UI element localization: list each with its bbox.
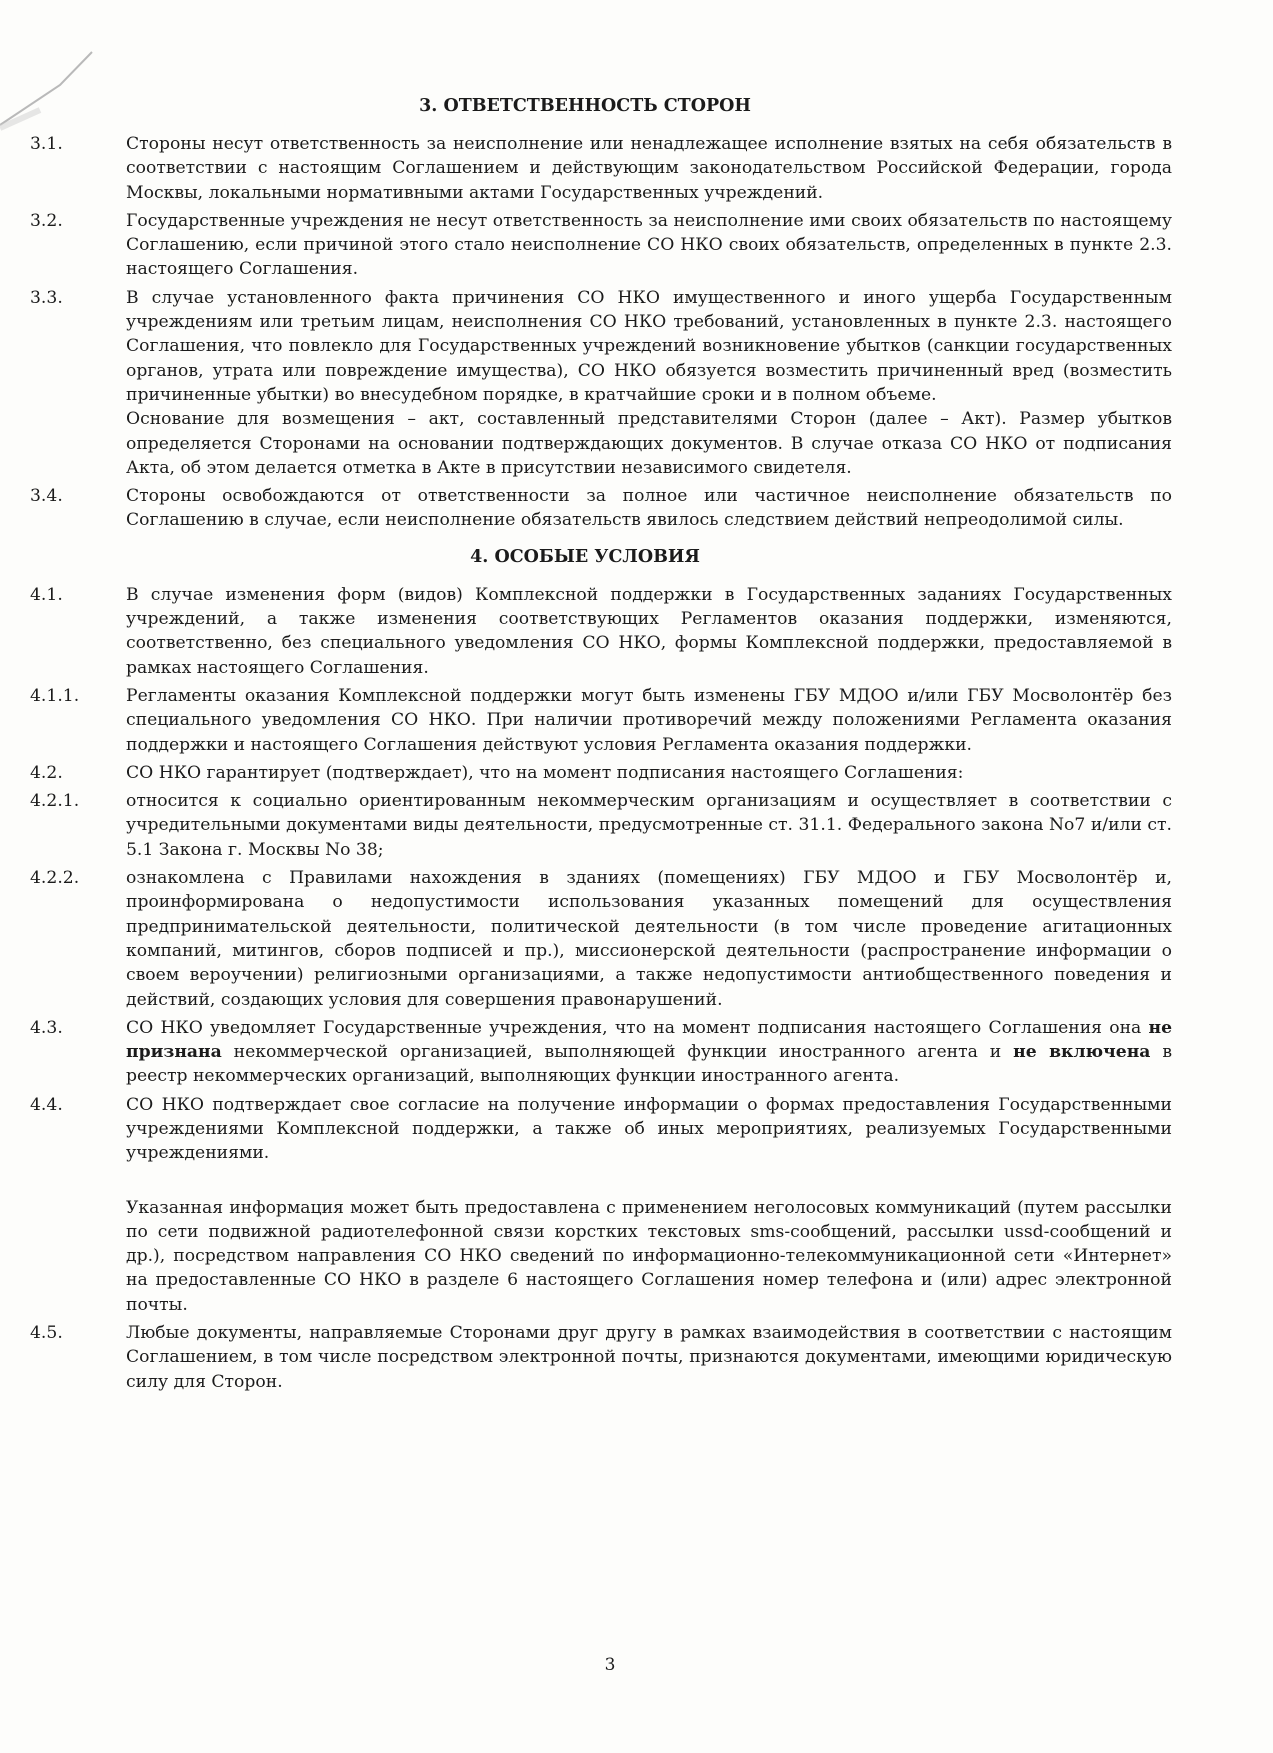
clause-4-3 bbox=[0, 1016, 1273, 1089]
clause-3-1 bbox=[0, 132, 1273, 205]
clause-4-2-1 bbox=[0, 789, 1273, 862]
clause-text-part: в реестр некоммерческих организаций, выполняющих функции иностранного агента. bbox=[126, 1042, 1173, 1087]
clause-4-1-1 bbox=[0, 684, 1273, 757]
clause-number: 4.5. bbox=[30, 1323, 63, 1344]
page-number: 3 bbox=[604, 1655, 616, 1675]
clause-number: 4.2. bbox=[30, 762, 63, 783]
clause-text: В случае изменения форм (видов) Комплексной поддержки в Государственных заданиях Государственных учреждений, а также изменения соответствующих Регламентов оказания поддержки, изменяются, соответственно, без специального уведомления СО НКО, формы Комплексной поддержки, предоставляемой в рамках настоящего Соглашения. bbox=[126, 584, 1172, 678]
clause-number: 4.2.2. bbox=[30, 868, 80, 889]
clause-4-5 bbox=[0, 1321, 1273, 1394]
clause-4-2-2 bbox=[0, 866, 1273, 1012]
clause-number: 4.4. bbox=[30, 1094, 63, 1115]
clause-text: относится к социально ориентированным некоммерческим организациям и осуществляет в соответствии с учредительными документами виды деятельности, предусмотренные ст. 31.1. Федерального закона No7 и/или ст. 5.1 Закона г. Москвы No 38; bbox=[126, 791, 1172, 860]
clause-number: 3.1. bbox=[30, 134, 63, 154]
clause-text-continued: Указанная информация может быть предоставлена с применением неголосовых коммуникаций (путем рассылки по сети подвижной радиотелефонной связи корстких текстовых sms-сообщений, рассылки ussd-сообщений и др.), посредством направления СО НКО сведений по информационно-телекоммуникационной сети «Интернет» на предоставленные СО НКО в разделе 6 настоящего Соглашения номер телефона и (или) адрес электронной почты. bbox=[126, 1197, 1172, 1315]
clause-number: 3.4. bbox=[30, 486, 63, 507]
clause-text: ознакомлена с Правилами нахождения в зданиях (помещениях) ГБУ МДОО и ГБУ Мосволонтёр и, проинформирована о недопустимости использования указанных помещений для осуществления предпринимательской деятельности, политической деятельности (в том числе проведение агитационных компаний, митингов, сборов подписей и пр.), миссионерской деятельности (распространение информации о своем вероучении) религиозными организациями, а также недопустимости антиобщественного поведения и действий, создающих условия для совершения правонарушений. bbox=[126, 868, 1172, 1010]
clause-text: СО НКО гарантирует (подтверждает), что на момент подписания настоящего Соглашения: bbox=[126, 762, 964, 783]
clause-3-3 bbox=[0, 286, 1273, 480]
clause-number: 4.1. bbox=[30, 584, 63, 605]
clause-3-4 bbox=[0, 484, 1273, 533]
document-page bbox=[0, 94, 1273, 1398]
clause-number: 3.2. bbox=[30, 210, 63, 231]
emphasis-not-recognized: не признана bbox=[126, 1017, 1172, 1063]
clause-text: СО НКО подтверждает свое согласие на получение информации о формах предоставления Государственными учреждениями Комплексной поддержки, а также об иных мероприятиях, реализуемых Государственными учреждениями. bbox=[126, 1094, 1172, 1164]
clause-number: 3.3. bbox=[30, 287, 63, 308]
clause-4-2 bbox=[0, 761, 1273, 785]
clause-number: 4.2.1. bbox=[30, 791, 80, 812]
clause-number: 4.1.1. bbox=[30, 685, 80, 706]
clause-text-continued: Основание для возмещения – акт, составленный представителями Сторон (далее – Акт). Размер убытков определяется Сторонами на основании подтверждающих документов. В случае отказа СО НКО от подписания Акта, об этом делается отметка в Акте в присутствии независимого свидетеля. bbox=[126, 409, 1172, 478]
clause-text: Государственные учреждения не несут ответственность за неисполнение ими своих обязательств по настоящему Соглашению, если причиной этого стало неисполнение СО НКО своих обязательств, определенных в пункте 2.3. настоящего Соглашения. bbox=[126, 210, 1172, 280]
clause-text: Регламенты оказания Комплексной поддержки могут быть изменены ГБУ МДОО и/или ГБУ Мосволонтёр без специального уведомления СО НКО. При наличии противоречий между положениями Регламента оказания поддержки и настоящего Соглашения действуют условия Регламента оказания поддержки. bbox=[126, 685, 1172, 755]
clause-text: Любые документы, направляемые Сторонами друг другу в рамках взаимодействия в соответствии с настоящим Соглашением, в том числе посредством электронной почты, признаются документами, имеющими юридическую силу для Сторон. bbox=[126, 1323, 1172, 1392]
clause-number: 4.3. bbox=[30, 1017, 63, 1038]
clause-text: Стороны освобождаются от ответственности за полное или частичное неисполнение обязательств по Соглашению в случае, если неисполнение обязательств явилось следствием действий непреодолимой силы. bbox=[126, 486, 1172, 531]
clause-4-1 bbox=[0, 583, 1273, 680]
section-4-title: 4. ОСОБЫЕ УСЛОВИЯ bbox=[470, 546, 700, 567]
clause-text-part: СО НКО уведомляет Государственные учреждения, что на момент подписания настоящего Соглашения она bbox=[126, 1017, 1149, 1038]
section-3-title: 3. ОТВЕТСТВЕННОСТЬ СТОРОН bbox=[419, 96, 751, 116]
clause-text: В случае установленного факта причинения СО НКО имущественного и иного ущерба Государственным учреждениям или третьим лицам, неисполнения СО НКО требований, установленных в пункте 2.3. настоящего Соглашения, что повлекло для Государственных учреждений возникновение убытков (санкции государственных органов, утрата или повреждение имущества), СО НКО обязуется возместить причиненный вред (возместить причиненные убытки) во внесудебном порядке, в кратчайшие сроки и в полном объеме. bbox=[126, 287, 1172, 405]
emphasis-not-included: не включена bbox=[1013, 1042, 1151, 1063]
clause-text-part: некоммерческой организацией, выполняющей функции иностранного агента и bbox=[221, 1042, 1014, 1063]
clause-3-2 bbox=[0, 209, 1273, 282]
clause-text bbox=[126, 1016, 1172, 1089]
clause-4-4 bbox=[0, 1093, 1273, 1317]
clause-text: Стороны несут ответственность за неисполнение или ненадлежащее исполнение взятых на себя обязательств в соответствии с настоящим Соглашением и действующим законодательством Российской Федерации, города Москвы, локальными нормативными актами Государственных учреждений. bbox=[126, 134, 1172, 203]
